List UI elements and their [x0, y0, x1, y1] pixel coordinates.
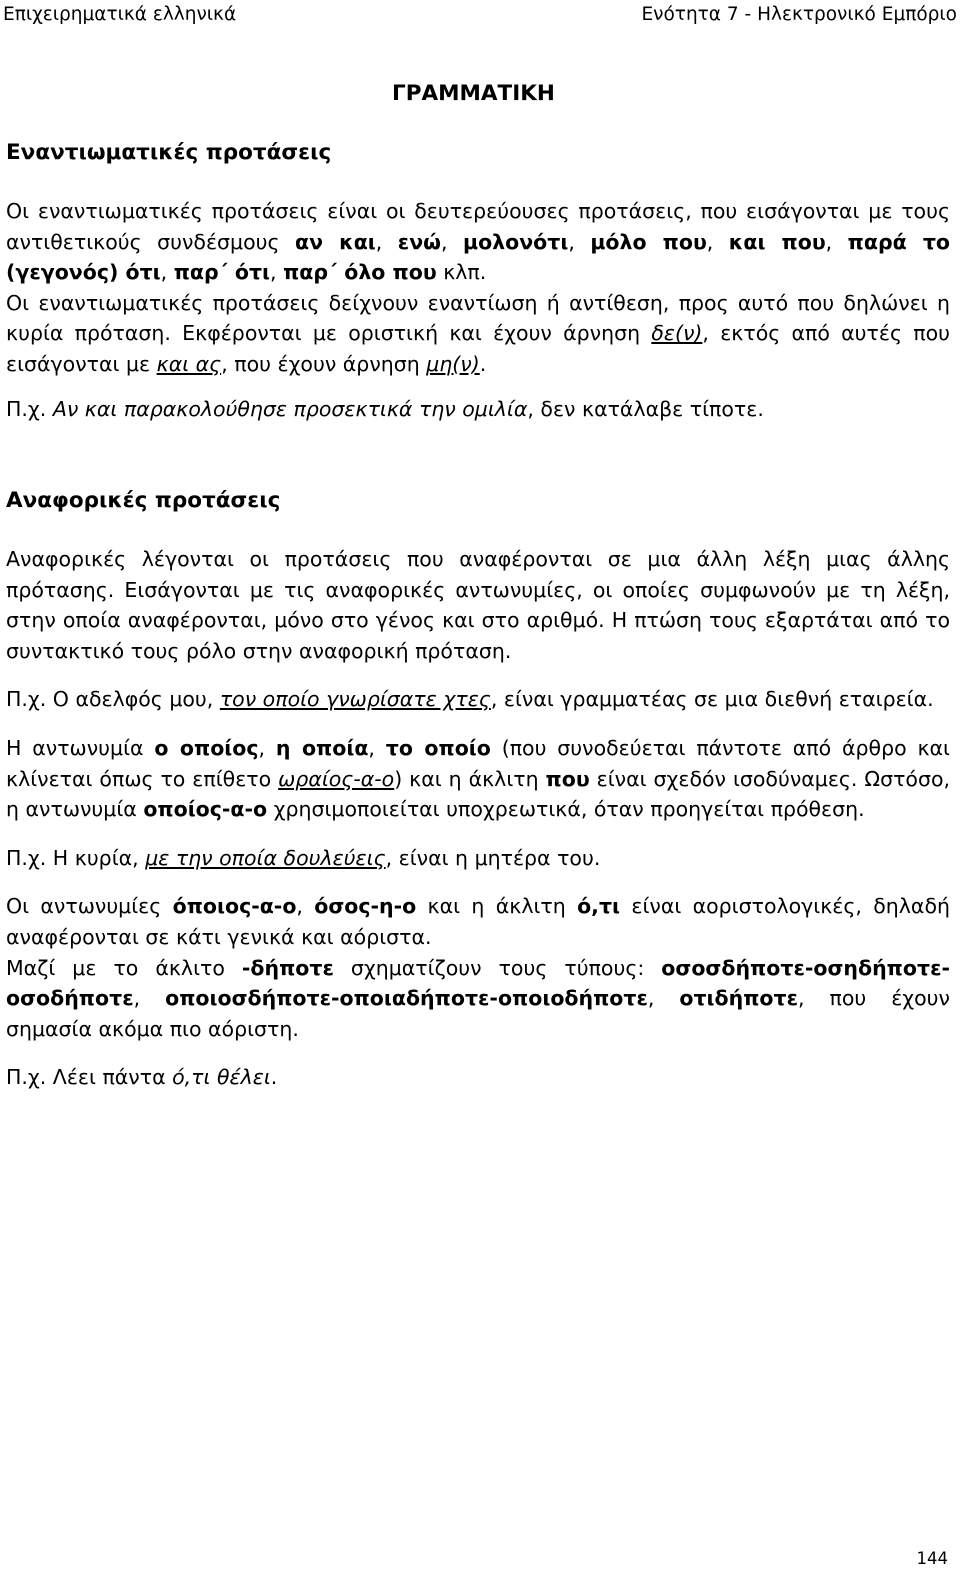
text: , εκτός από αυτές που εισάγονται με [6, 321, 950, 376]
text: . [479, 351, 487, 376]
term: μολονότι [462, 229, 569, 254]
term: αν και [295, 229, 376, 254]
example-phrase: με την οποία δουλεύεις [145, 845, 386, 870]
example [6, 843, 950, 874]
text: , [647, 986, 680, 1011]
header-right: Ενότητα 7 - Ηλεκτρονικό Εμπόριο [641, 4, 957, 25]
paragraph [6, 891, 950, 952]
spacer [6, 715, 950, 733]
page-title: ΓΡΑΜΜΑΤΙΚΗ [392, 81, 555, 106]
term: οτιδήποτε [679, 986, 799, 1011]
term: ενώ [397, 229, 441, 254]
paragraph [6, 288, 950, 380]
example [6, 1062, 950, 1093]
relative-section-body [6, 544, 950, 1093]
text: Π.χ. Η κυρία, [6, 845, 146, 870]
text: , [160, 260, 174, 285]
text: Οι εναντιωματικές προτάσεις δείχνουν εναντίωση ή αντίθεση, προς αυτό που δηλώνει η κυρία πρόταση. Εκφέρονται με οριστική και έχουν άρνηση [6, 290, 950, 346]
term: παρά το (γεγονός) ότι [6, 229, 950, 285]
text: , είναι γραμματέας σε μια διεθνή εταιρεία. [490, 687, 934, 712]
text: , [375, 229, 398, 254]
term: οσοσδήποτε-οσηδήποτε-οσοδήποτε [6, 955, 950, 1011]
text: Π.χ. Λέει πάντα [6, 1065, 173, 1090]
text: Π.χ. Ο αδελφός μου, [6, 687, 220, 712]
paragraph: Αναφορικές λέγονται οι προτάσεις που αναφέρονται σε μια άλλη λέξη μιας άλλης πρότασης. Εισάγονται με τις αναφορικές αντωνυμίες, οι οποίες συμφωνούν με τη λέξη, στην οποία αναφέρονται, μόνο στο γένος και στο αριθμό. Η πτώση τους εξαρτάται από το συντακτικό τους ρόλο στην αναφορική πρόταση. [6, 547, 950, 663]
spacer [6, 666, 950, 684]
text: Μαζί με το άκλιτο [6, 955, 242, 980]
term: ό,τι [577, 894, 621, 919]
text: είναι αοριστολογικές, δηλαδή αναφέρονται σε κάτι γενικά και αόριστα. [6, 894, 950, 949]
text: , [296, 894, 315, 919]
term: όσος-η-ο [314, 894, 417, 919]
text: , δεν κατάλαβε τίποτε. [527, 397, 764, 421]
text: , [270, 260, 284, 285]
text: Οι εναντιωματικές προτάσεις είναι οι δευτερεύουσες προτάσεις, που εισάγονται με τους αντιθετικούς συνδέσμους [6, 199, 950, 254]
term: ωραίος-α-ο [278, 766, 395, 791]
text: , [440, 229, 463, 254]
text: , [368, 735, 386, 760]
term: και που [728, 229, 826, 254]
text: , [825, 229, 848, 254]
text: , είναι η μητέρα του. [385, 845, 601, 870]
page-header [3, 4, 957, 32]
text: , [258, 735, 276, 760]
term: και ας [156, 351, 222, 376]
example [6, 394, 950, 425]
example-phrase: ό,τι θέλει [172, 1065, 271, 1090]
paragraph [6, 733, 950, 825]
paragraph [6, 953, 950, 1045]
section-heading-relative: Αναφορικές προτάσεις [6, 488, 281, 513]
text: , που έχουν σημασία ακόμα πιο αόριστη. [6, 986, 950, 1041]
spacer [6, 873, 950, 891]
term: παρ΄ όλο που [283, 260, 437, 285]
spacer [6, 825, 950, 843]
text: και η άκλιτη [416, 894, 578, 919]
term: μόλο που [590, 229, 707, 254]
term: μη(ν) [426, 351, 480, 376]
text: (που συνοδεύεται πάντοτε από άρθρο και κλίνεται όπως το επίθετο [6, 735, 950, 791]
term: παρ΄ ότι [173, 260, 271, 285]
spacer [6, 1044, 950, 1062]
term: η οποία [275, 735, 369, 760]
text: . [270, 1065, 278, 1090]
text: , [706, 229, 729, 254]
text: κλπ. [436, 260, 487, 285]
text: χρησιμοποιείται υποχρεωτικά, όταν προηγείται πρόθεση. [267, 797, 865, 822]
term: -δήποτε [241, 955, 334, 980]
text: , [133, 986, 166, 1011]
text: , [568, 229, 591, 254]
text: ) και η άκλιτη [394, 766, 546, 791]
paragraph [6, 196, 950, 288]
concessive-definition [6, 196, 950, 380]
page-number: 144 [916, 1549, 948, 1568]
term: ο οποίος [154, 735, 259, 760]
term: το οποίο [385, 735, 491, 760]
text: , που έχουν άρνηση [221, 351, 427, 376]
text: είναι σχεδόν ισοδύναμες. Ωστόσο, η αντωνυμία [6, 766, 950, 822]
text: σχηματίζουν τους τύπους: [333, 955, 662, 980]
text: Η αντωνυμία [6, 735, 155, 760]
term: οποιοσδήποτε-οποιαδήποτε-οποιοδήποτε [165, 986, 648, 1011]
header-left: Επιχειρηματικά ελληνικά [3, 4, 237, 25]
text: Π.χ. [6, 397, 53, 421]
term: δε(ν) [651, 321, 703, 346]
text: Οι αντωνυμίες [6, 894, 173, 919]
term: όποιος-α-ο [172, 894, 297, 919]
section-heading-concessive: Εναντιωματικές προτάσεις [6, 140, 332, 165]
example [6, 684, 950, 715]
term: που [545, 766, 590, 791]
example-phrase: τον οποίο γνωρίσατε χτες [219, 687, 491, 712]
example-phrase: Αν και παρακολούθησε προσεκτικά την ομιλία [52, 397, 528, 421]
concessive-example [6, 394, 950, 425]
term: οποίος-α-ο [143, 797, 268, 822]
